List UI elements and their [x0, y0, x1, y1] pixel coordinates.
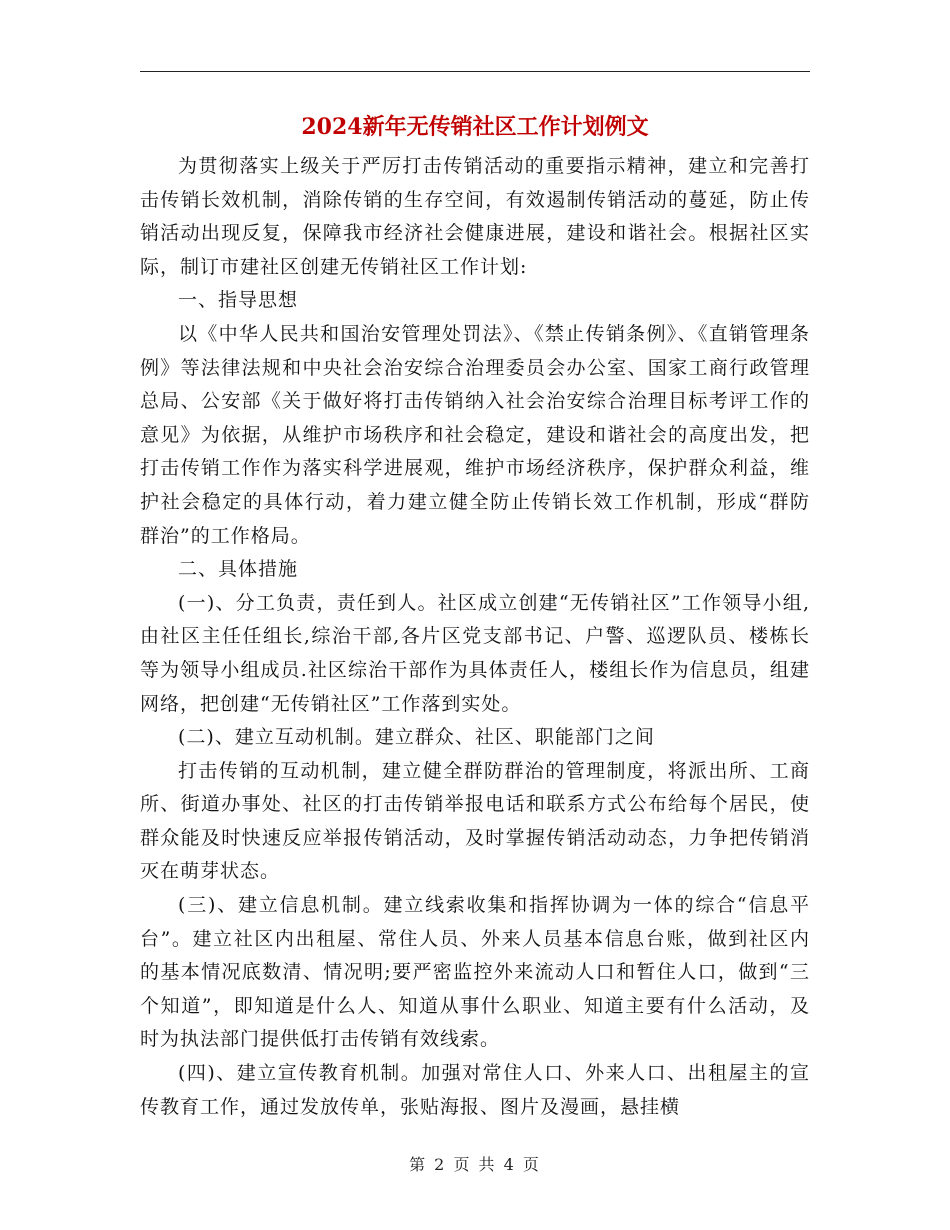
section-heading-guiding-ideology: 一、指导思想: [178, 289, 299, 312]
measure-4-paragraph: (四)、建立宣传教育机制。加强对常住人口、外来人口、出租屋主的宣传教育工作，通过发放传单，张贴海报、图片及漫画，悬挂横: [140, 1062, 810, 1118]
measure-1-paragraph: (一)、分工负责，责任到人。社区成立创建“无传销社区”工作领导小组,由社区主任任组长,综治干部,各片区党支部书记、户警、巡逻队员、楼栋长等为领导小组成员.社区综治干部作为具体责任人，楼组长作为信息员，组建网络，把创建“无传销社区”工作落到实处。: [140, 591, 810, 715]
measure-2-continued-paragraph: 打击传销的互动机制，建立健全群防群治的管理制度，将派出所、工商所、街道办事处、社区的打击传销举报电话和联系方式公布给每个居民，使群众能及时快速反应举报传销活动，及时掌握传销活动动态，力争把传销消灭在萌芽状态。: [140, 759, 810, 883]
header-rule: [140, 71, 810, 72]
document-title: 2024新年无传销社区工作计划例文: [301, 114, 649, 140]
page-number: 第 2 页 共 4 页: [409, 1155, 541, 1174]
intro-paragraph: 为贯彻落实上级关于严厉打击传销活动的重要指示精神，建立和完善打击传销长效机制，消除传销的生存空间，有效遏制传销活动的蔓延，防止传销活动出现反复，保障我市经济社会健康进展，建设和谐社会。根据社区实际，制订市建社区创建无传销社区工作计划:: [140, 155, 810, 278]
document-body: [140, 150, 810, 1124]
measure-3-paragraph: (三)、建立信息机制。建立线索收集和指挥协调为一体的综合“信息平台”。建立社区内出租屋、常住人员、外来人员基本信息台账，做到社区内的基本情况底数清、情况明;要严密监控外来流动人口和暂住人口，做到“三个知道”，即知道是什么人、知道从事什么职业、知道主要有什么活动，及时为执法部门提供低打击传销有效线索。: [140, 894, 810, 1051]
section-heading-specific-measures: 二、具体措施: [178, 558, 299, 581]
guiding-ideology-paragraph: 以《中华人民共和国治安管理处罚法》、《禁止传销条例》、《直销管理条例》等法律法规和中央社会治安综合治理委员会办公室、国家工商行政管理总局、公安部《关于做好将打击传销纳入社会治安综合治理目标考评工作的意见》为依据，从维护市场秩序和社会稳定，建设和谐社会的高度出发，把打击传销工作作为落实科学进展观，维护市场经济秩序，保护群众利益，维护社会稳定的具体行动，着力建立健全防止传销长效工作机制，形成“群防群治”的工作格局。: [140, 322, 810, 547]
measure-2-paragraph: (二)、建立互动机制。建立群众、社区、职能部门之间: [178, 726, 655, 749]
